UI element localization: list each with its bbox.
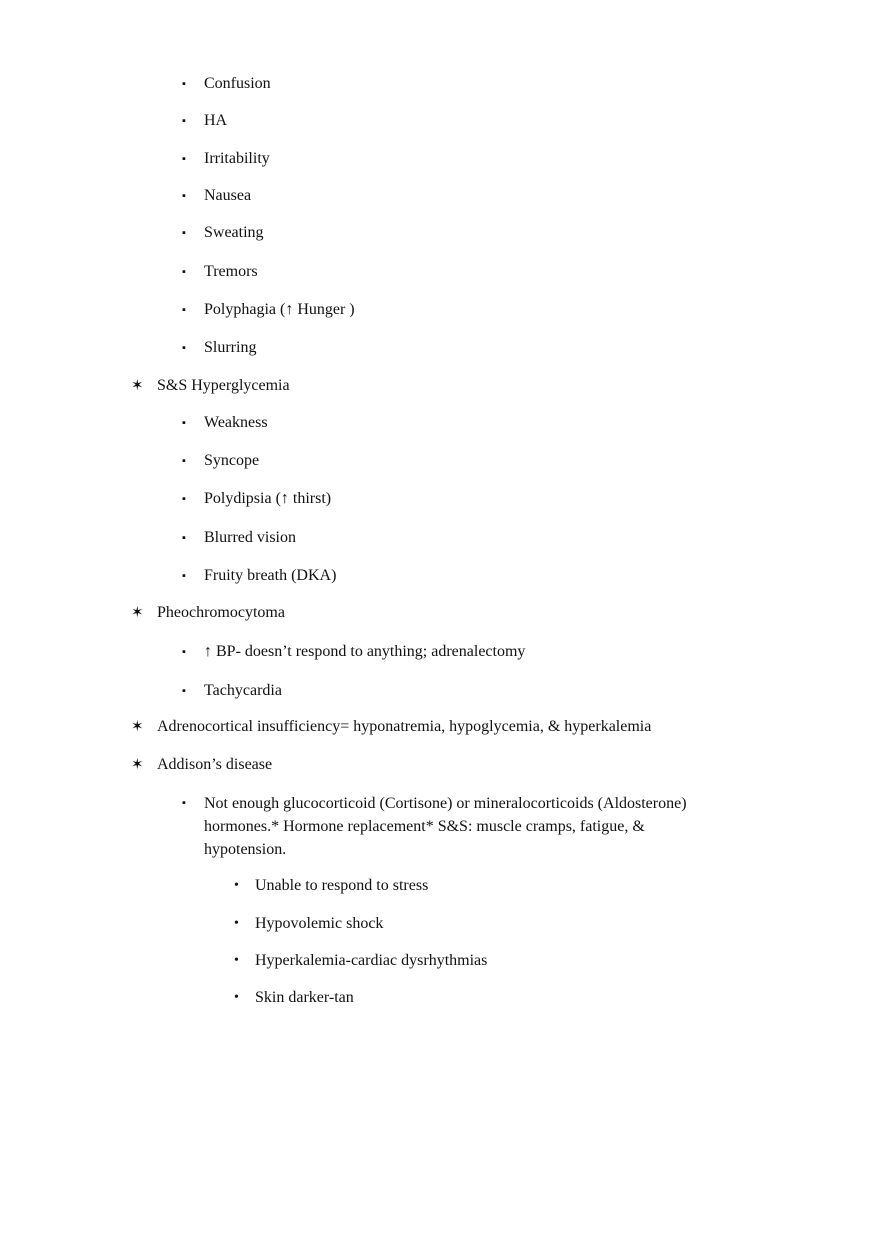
star-bullet-icon: ✶ bbox=[131, 378, 144, 394]
square-bullet-icon: ▪ bbox=[182, 455, 186, 467]
list-item-text: Skin darker-tan bbox=[255, 989, 354, 1006]
dot-bullet-icon: • bbox=[234, 953, 239, 968]
list-item-text: Fruity breath (DKA) bbox=[204, 567, 337, 584]
square-bullet-icon: ▪ bbox=[182, 570, 186, 582]
list-item-text: Unable to respond to stress bbox=[255, 877, 429, 894]
square-bullet-icon: ▪ bbox=[182, 227, 186, 239]
list-item-text: Irritability bbox=[204, 150, 270, 167]
square-bullet-icon: ▪ bbox=[182, 532, 186, 544]
description-line: hypotension. bbox=[204, 841, 287, 858]
description-line: Not enough glucocorticoid (Cortisone) or mineralocorticoids (Aldosterone) bbox=[204, 795, 687, 812]
addisons-description bbox=[204, 792, 744, 861]
star-bullet-icon: ✶ bbox=[131, 605, 144, 621]
square-bullet-icon: ▪ bbox=[182, 115, 186, 127]
list-item-text: Tachycardia bbox=[204, 682, 282, 699]
square-bullet-icon: ▪ bbox=[182, 493, 186, 505]
description-line: hormones.* Hormone replacement* S&S: muscle cramps, fatigue, & bbox=[204, 818, 645, 835]
square-bullet-icon: ▪ bbox=[182, 797, 186, 809]
list-item-text: Polyphagia (↑ Hunger ) bbox=[204, 301, 355, 318]
star-bullet-icon: ✶ bbox=[131, 719, 144, 735]
list-item-text: Tremors bbox=[204, 263, 258, 280]
list-item-text: Sweating bbox=[204, 224, 264, 241]
square-bullet-icon: ▪ bbox=[182, 342, 186, 354]
section-heading-text: Adrenocortical insufficiency= hyponatremia, hypoglycemia, & hyperkalemia bbox=[157, 718, 652, 735]
square-bullet-icon: ▪ bbox=[182, 190, 186, 202]
dot-bullet-icon: • bbox=[234, 916, 239, 931]
star-bullet-icon: ✶ bbox=[131, 757, 144, 773]
square-bullet-icon: ▪ bbox=[182, 78, 186, 90]
section-heading-text: Pheochromocytoma bbox=[157, 604, 285, 621]
dot-bullet-icon: • bbox=[234, 878, 239, 893]
list-item-text: Blurred vision bbox=[204, 529, 296, 546]
section-heading-text: Addison’s disease bbox=[157, 756, 273, 773]
list-item-text: ↑ BP- doesn’t respond to anything; adrenalectomy bbox=[204, 643, 526, 660]
list-item-text: Confusion bbox=[204, 75, 271, 92]
list-item-text: Slurring bbox=[204, 339, 257, 356]
list-item-text: Hypovolemic shock bbox=[255, 915, 384, 932]
dot-bullet-icon: • bbox=[234, 990, 239, 1005]
list-item-text: Hyperkalemia-cardiac dysrhythmias bbox=[255, 952, 488, 969]
square-bullet-icon: ▪ bbox=[182, 417, 186, 429]
square-bullet-icon: ▪ bbox=[182, 266, 186, 278]
square-bullet-icon: ▪ bbox=[182, 153, 186, 165]
square-bullet-icon: ▪ bbox=[182, 646, 186, 658]
list-item-text: Weakness bbox=[204, 414, 268, 431]
list-item-text: Polydipsia (↑ thirst) bbox=[204, 490, 332, 507]
list-item-text: Nausea bbox=[204, 187, 252, 204]
square-bullet-icon: ▪ bbox=[182, 304, 186, 316]
list-item-text: HA bbox=[204, 112, 228, 129]
square-bullet-icon: ▪ bbox=[182, 685, 186, 697]
list-item-text: Syncope bbox=[204, 452, 260, 469]
section-heading-text: S&S Hyperglycemia bbox=[157, 377, 290, 394]
